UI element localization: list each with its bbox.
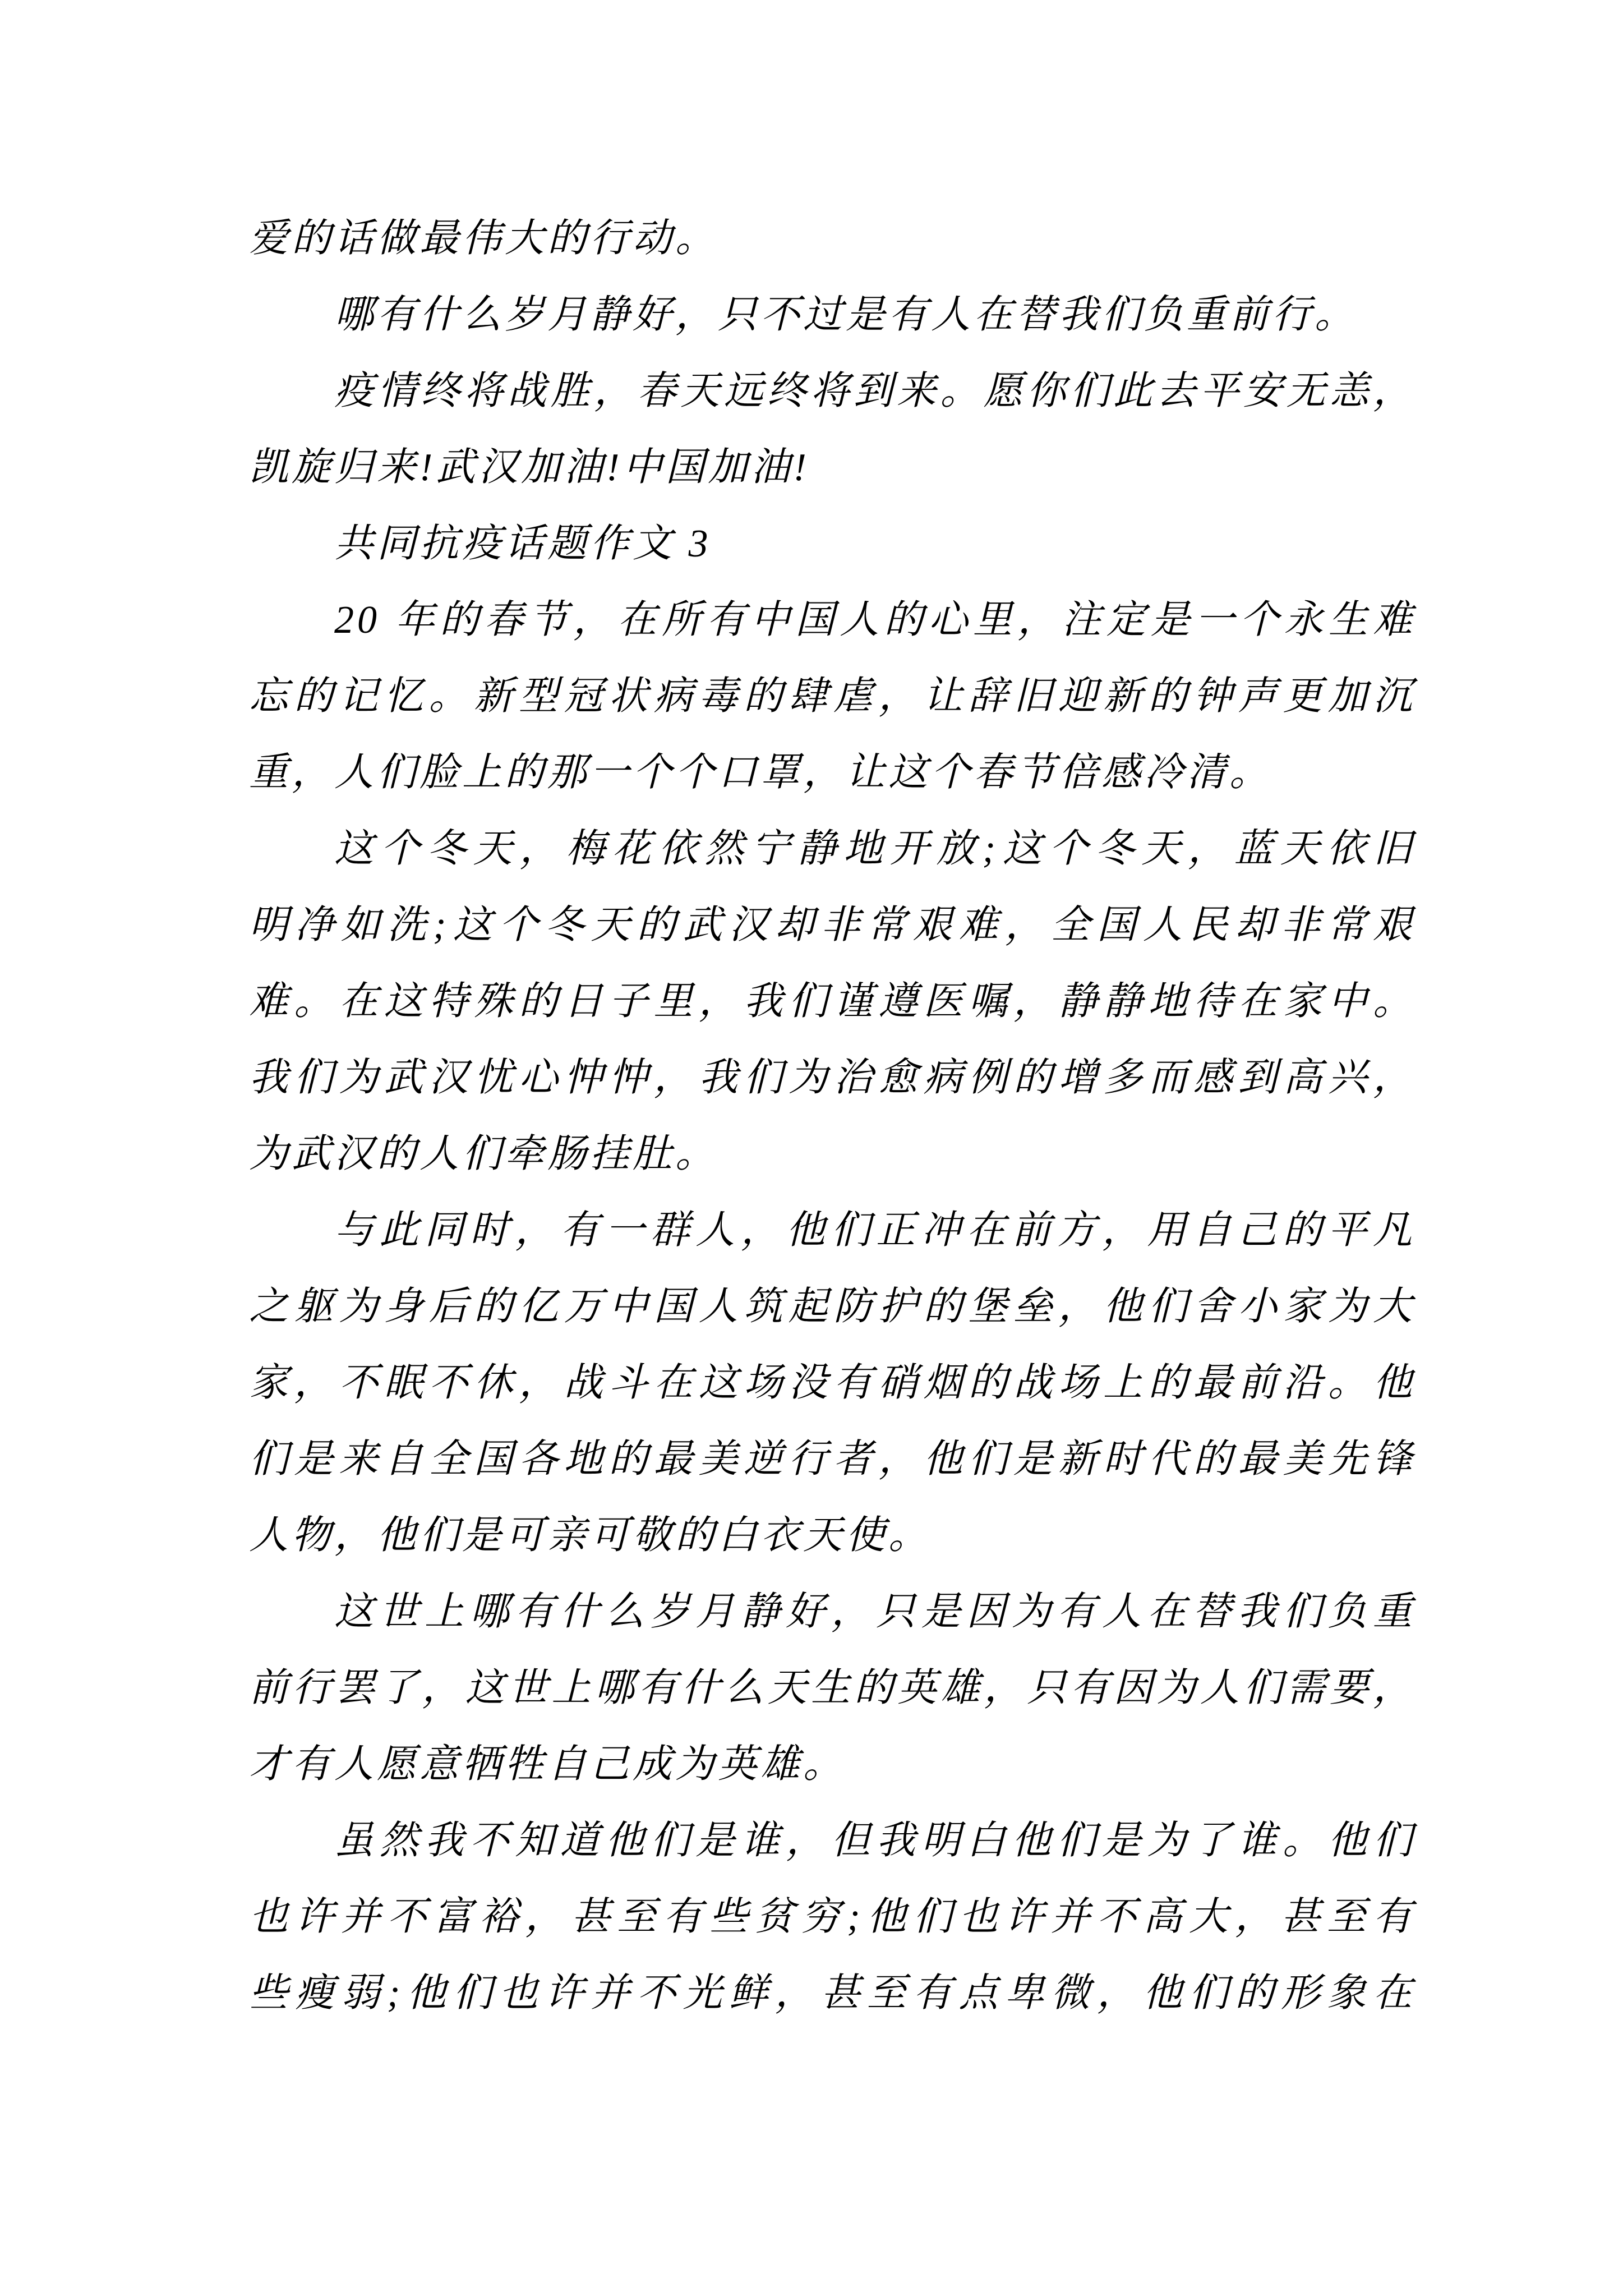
text-line: 凯旋归来!武汉加油!中国加油!: [249, 446, 810, 489]
text-line: 爱的话做最伟大的行动。: [249, 217, 718, 260]
text-line: 也许并不富裕，甚至有些贫穷;他们也许并不高大，甚至有: [249, 1895, 1415, 1939]
text-line: 些瘦弱;他们也许并不光鲜，甚至有点卑微，他们的形象在: [249, 1972, 1415, 2015]
text-line: 共同抗疫话题作文 3: [334, 522, 712, 565]
text-line: 前行罢了，这世上哪有什么天生的英雄，只有因为人们需要，: [249, 1667, 1415, 1710]
text-block: [249, 201, 1415, 2032]
text-line: 20 年的春节，在所有中国人的心里，注定是一个永生难: [334, 599, 1415, 642]
text-line: 之躯为身后的亿万中国人筑起防护的堡垒，他们舍小家为大: [249, 1285, 1415, 1328]
text-line: 家，不眠不休，战斗在这场没有硝烟的战场上的最前沿。他: [249, 1361, 1415, 1405]
text-line: 哪有什么岁月静好，只不过是有人在替我们负重前行。: [334, 293, 1357, 337]
text-line: 与此同时，有一群人，他们正冲在前方，用自己的平凡: [334, 1209, 1415, 1252]
text-line: 们是来自全国各地的最美逆行者，他们是新时代的最美先锋: [249, 1438, 1415, 1481]
text-line: 这个冬天，梅花依然宁静地开放;这个冬天，蓝天依旧: [334, 827, 1415, 871]
text-line: 为武汉的人们牵肠挂肚。: [249, 1133, 718, 1176]
text-line: 疫情终将战胜，春天远终将到来。愿你们此去平安无恙，: [334, 370, 1415, 413]
text-line: 重，人们脸上的那一个个口罩，让这个春节倍感冷清。: [249, 751, 1272, 794]
text-line: 才有人愿意牺牲自己成为英雄。: [249, 1743, 846, 1786]
text-line: 明净如洗;这个冬天的武汉却非常艰难，全国人民却非常艰: [249, 904, 1415, 947]
text-line: 难。在这特殊的日子里，我们谨遵医嘱，静静地待在家中。: [249, 980, 1415, 1023]
text-line: 人物，他们是可亲可敬的白衣天使。: [249, 1514, 931, 1557]
text-line: 忘的记忆。新型冠状病毒的肆虐，让辞旧迎新的钟声更加沉: [249, 675, 1415, 718]
text-line: 这世上哪有什么岁月静好，只是因为有人在替我们负重: [334, 1590, 1415, 1634]
text-line: 我们为武汉忧心忡忡，我们为治愈病例的增多而感到高兴，: [249, 1056, 1415, 1099]
text-line: 虽然我不知道他们是谁，但我明白他们是为了谁。他们: [334, 1819, 1415, 1862]
